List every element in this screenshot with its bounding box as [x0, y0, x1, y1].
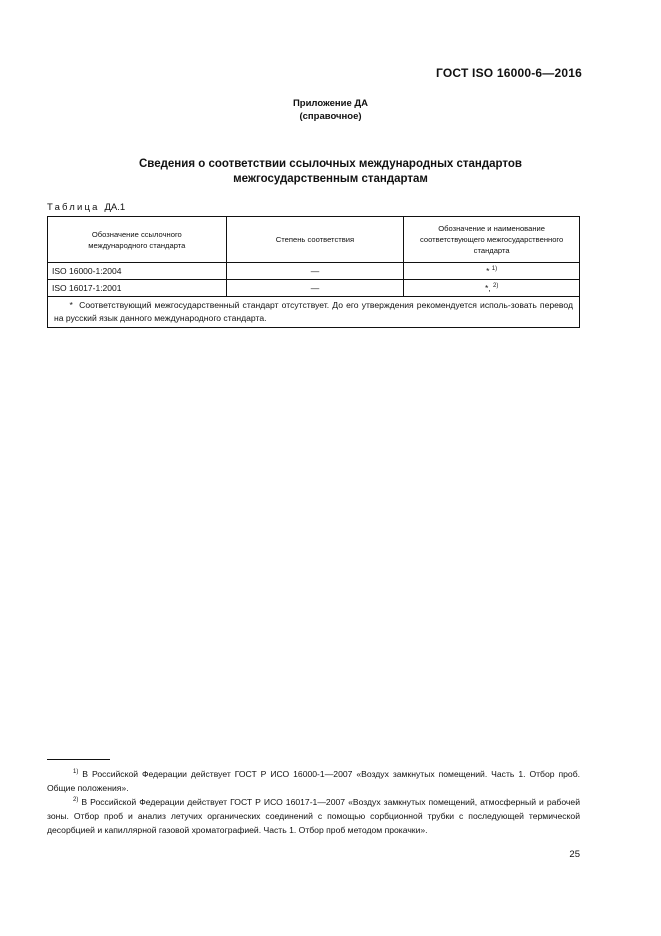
footnote [47, 795, 580, 837]
correspondence-table [47, 216, 580, 328]
footnote-marker: 2) [73, 797, 79, 804]
table-note [48, 297, 580, 328]
appendix-title: Приложение ДА [292, 98, 369, 109]
footnote-text: В Российской Федерации действует ГОСТ Р ИСО 16017-1—2007 «Воздух замкнутых помещений, атмосферный и рабочей зоны. Отбор проб и анализ летучих органических соединений с помощью сорбционной трубки с последующей термической десорбцией и капиллярной газовой хроматографией. Часть 1. Отбор проб методом прокачки». [47, 797, 580, 835]
document-code: ГОСТ ISO 16000-6—2016 [436, 66, 582, 80]
table-row [48, 263, 580, 280]
cell-degree: — [226, 263, 404, 280]
table-label [47, 202, 125, 213]
table-row [48, 280, 580, 297]
cell-mark: *, [484, 283, 491, 293]
section-title-line2: межгосударственным стандартам [233, 173, 428, 185]
footnote-ref: 1) [491, 266, 498, 273]
page-number: 25 [569, 849, 580, 860]
header-degree: Степень соответствия [226, 217, 404, 263]
table-note-text: Соответствующий межгосударственный стандарт отсутствует. До его утверждения рекомендуется исполь-зовать перевод на русский язык данного международного стандарта. [54, 300, 573, 323]
footnote-ref: 2) [492, 283, 499, 290]
cell-reference: ISO 16017-1:2001 [48, 280, 227, 297]
footnote-separator [47, 759, 110, 760]
header-col3-line2: соответствующего межгосударственного [419, 235, 564, 244]
footnote-text: В Российской Федерации действует ГОСТ Р ИСО 16000-1—2007 «Воздух замкнутых помещений. Часть 1. Отбор проб. Общие положения». [47, 769, 581, 793]
header-col1-line2: международного стандарта [88, 240, 186, 250]
table-note-star: * [69, 300, 73, 310]
table-label-word: Таблица [47, 202, 100, 213]
header-col3-line3: стандарта [473, 246, 510, 255]
table-header-row [48, 217, 580, 263]
footnotes [47, 767, 580, 837]
cell-degree: — [226, 280, 404, 297]
header-col3-line1: Обозначение и наименование [438, 224, 546, 233]
cell-interstate [404, 280, 580, 297]
header-reference-standard [48, 217, 227, 263]
appendix-heading [0, 97, 661, 123]
section-title [0, 157, 661, 187]
cell-interstate [404, 263, 580, 280]
appendix-subtitle: (справочное) [299, 111, 362, 122]
table-label-number: ДА.1 [104, 202, 126, 213]
cell-mark: * [486, 266, 490, 276]
footnote [47, 767, 580, 795]
cell-reference: ISO 16000-1:2004 [48, 263, 227, 280]
header-interstate-standard [404, 217, 580, 263]
table-note-row [48, 297, 580, 328]
footnote-marker: 1) [73, 769, 79, 776]
header-col1-line1: Обозначение ссылочного [91, 229, 182, 239]
section-title-line1: Сведения о соответствии ссылочных международных стандартов [138, 158, 522, 170]
